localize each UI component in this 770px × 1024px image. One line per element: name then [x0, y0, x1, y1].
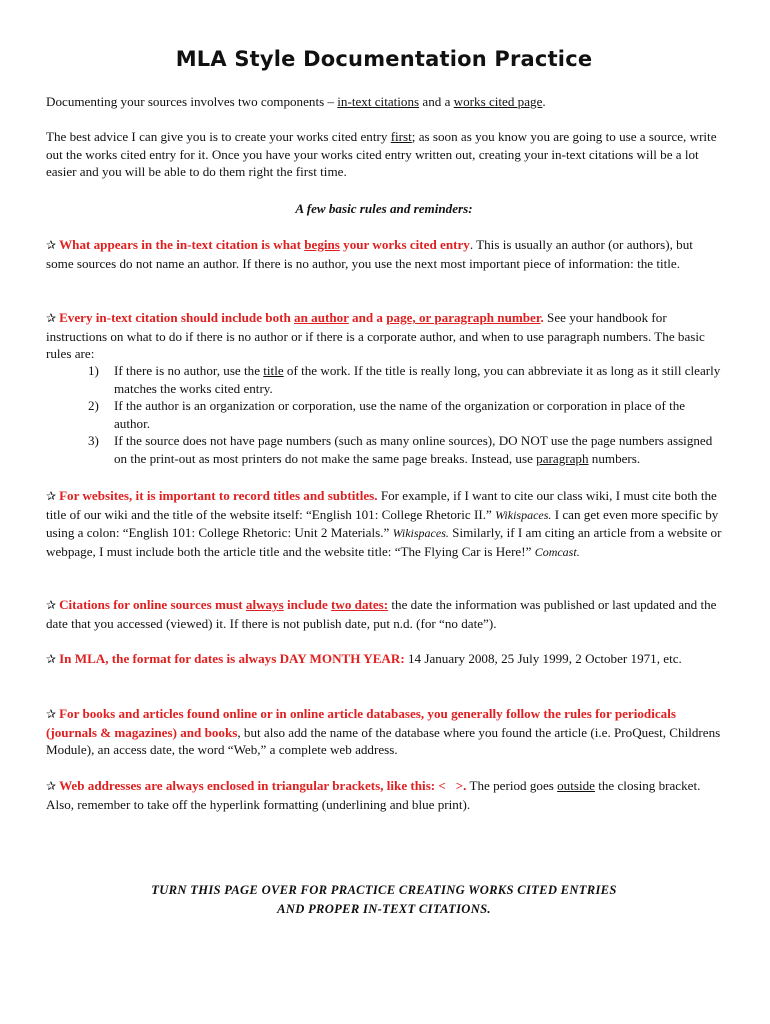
basic-rules-list — [46, 362, 722, 468]
rule-7: ✰ Web addresses are always enclosed in triangular brackets, like this: < >. The period goes outside the closing bracket. Also, remember to take off the hyperlink formatting (underlining and blue print). — [46, 778, 701, 812]
rule-5: ✰ In MLA, the format for dates is always DAY MONTH YEAR: 14 January 2008, 25 July 1999, 2 October 1971, etc. — [46, 651, 682, 666]
works-cited-page-term: works cited page — [453, 94, 543, 109]
list-item: 3) If the source does not have page numbers (such as many online sources), DO NOT use the page numbers assigned on the print-out as most printers do not make the same page breaks. Instead, use paragraph numbers. — [88, 433, 713, 466]
star-icon: ✰ — [46, 311, 57, 325]
star-icon: ✰ — [46, 598, 57, 612]
rule-2: ✰ Every in-text citation should include both an author and a page, or paragraph number. See your handbook for instructions on what to do if there is no author or if there is a corporate author, and when to use paragraph numbers. The basic rules are: — [46, 310, 705, 362]
rule-1: ✰ What appears in the in-text citation is what begins your works cited entry. This is usually an author (or authors), but some sources do not name an author. If there is no author, you use the next most important piece of information: the title. — [46, 237, 693, 271]
star-icon: ✰ — [46, 779, 57, 793]
list-item: 1) If there is no author, use the title of the work. If the title is really long, you can abbreviate it as long as it still clearly matches the works cited entry. — [88, 363, 721, 396]
star-icon: ✰ — [46, 707, 57, 721]
footer-note: TURN THIS PAGE OVER FOR PRACTICE CREATING WORKS CITED ENTRIES AND PROPER IN-TEXT CITATIONS. — [151, 883, 617, 916]
in-text-citations-term: in-text citations — [337, 94, 420, 109]
page-title: MLA Style Documentation Practice — [175, 47, 593, 71]
rule-4: ✰ Citations for online sources must always include two dates: the date the information was published or last updated and the date that you accessed (viewed) it. If there is not publish date, put n.d. (for “no date”). — [46, 597, 717, 631]
rule-3: ✰ For websites, it is important to record titles and subtitles. For example, if I want to cite our class wiki, I must cite both the title of our wiki and the title of the website itself: “English 101: College Rhetoric II.” Wikispaces. I can get even more specific by using a colon: “English 101: College Rhetoric: Unit 2 Materials.” Wikispaces. Similarly, if I am citing an article from a website or webpage, I must include both the article title and the website title: “The Flying Car is Here!” Comcast. — [46, 488, 722, 559]
rules-heading: A few basic rules and reminders: — [295, 201, 473, 216]
intro-paragraph: Documenting your sources involves two components – in-text citations and a works cited page. — [46, 94, 546, 109]
list-item: 2) If the author is an organization or corporation, use the name of the organization or corporation in place of the author. — [88, 398, 686, 431]
advice-paragraph: The best advice I can give you is to create your works cited entry first; as soon as you know you are going to use a source, write out the works cited entry for it. Once you have your works cited entry written out, creating your in-text citations will be a lot easier and you will be able to do them right the first time. — [46, 129, 717, 180]
star-icon: ✰ — [46, 238, 57, 252]
star-icon: ✰ — [46, 489, 57, 503]
rule-6: ✰ For books and articles found online or in online article databases, you generally follow the rules for periodicals (journals & magazines) and books, but also add the name of the database where you found the article (i.e. ProQuest, Childrens Module), an access date, the word “Web,” a complete web address. — [46, 706, 721, 758]
star-icon: ✰ — [46, 652, 57, 666]
